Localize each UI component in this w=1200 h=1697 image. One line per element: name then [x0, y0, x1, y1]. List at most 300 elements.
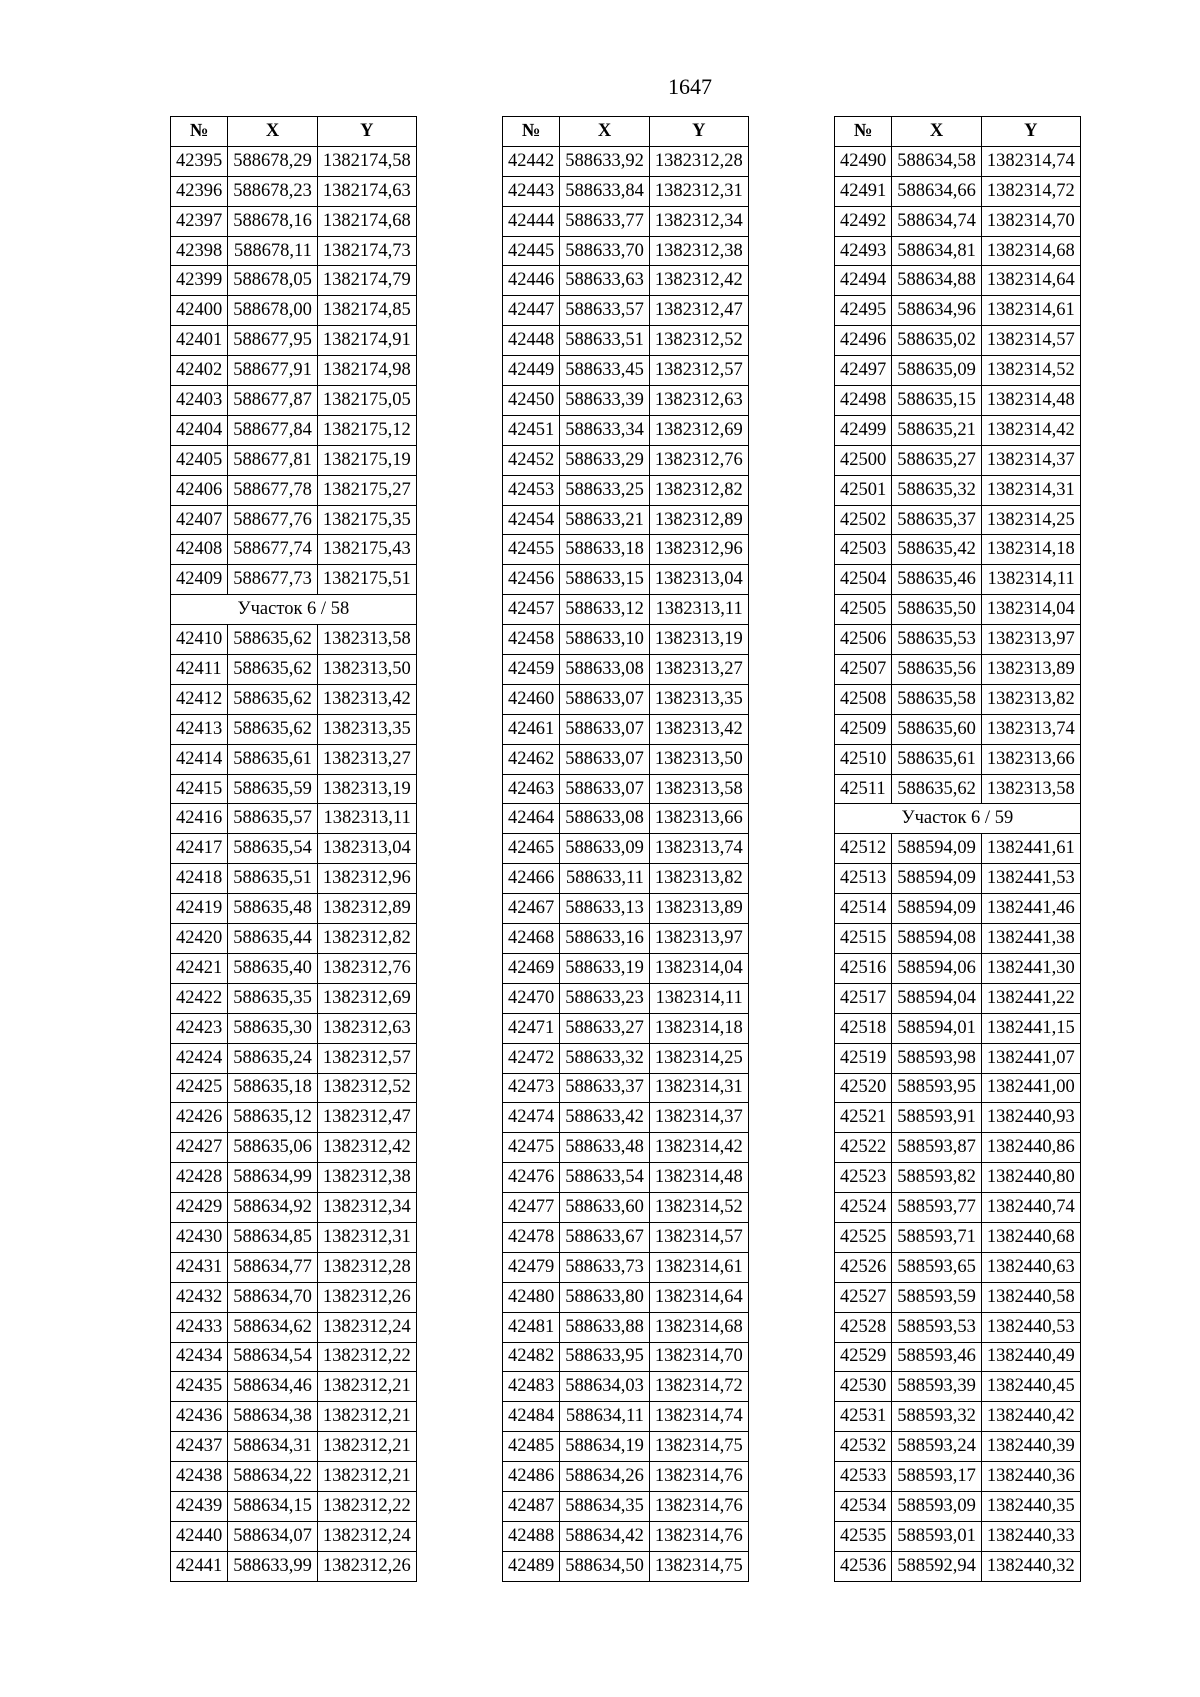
y-coordinate-cell: 1382440,45	[981, 1372, 1080, 1402]
point-number-cell: 42526	[835, 1252, 892, 1282]
point-number-cell: 42448	[503, 326, 560, 356]
y-coordinate-cell: 1382314,18	[649, 1013, 748, 1043]
point-number-cell: 42506	[835, 625, 892, 655]
header-x: X	[892, 117, 982, 147]
point-number-cell: 42510	[835, 744, 892, 774]
table-row	[503, 804, 749, 834]
y-coordinate-cell: 1382314,18	[981, 535, 1080, 565]
y-coordinate-cell: 1382312,38	[317, 1163, 416, 1193]
table-row	[171, 625, 417, 655]
x-coordinate-cell: 588635,37	[892, 505, 982, 535]
point-number-cell: 42443	[503, 176, 560, 206]
y-coordinate-cell: 1382440,32	[981, 1551, 1080, 1581]
y-coordinate-cell: 1382313,27	[649, 655, 748, 685]
table-row	[835, 386, 1081, 416]
x-coordinate-cell: 588635,15	[892, 386, 982, 416]
x-coordinate-cell: 588635,57	[228, 804, 318, 834]
y-coordinate-cell: 1382441,07	[981, 1043, 1080, 1073]
table-row	[171, 1073, 417, 1103]
y-coordinate-cell: 1382312,34	[317, 1193, 416, 1223]
y-coordinate-cell: 1382314,68	[649, 1312, 748, 1342]
table-row	[171, 1043, 417, 1073]
y-coordinate-cell: 1382175,35	[317, 505, 416, 535]
point-number-cell: 42474	[503, 1103, 560, 1133]
x-coordinate-cell: 588677,95	[228, 326, 318, 356]
table-row	[835, 655, 1081, 685]
y-coordinate-cell: 1382313,04	[649, 565, 748, 595]
x-coordinate-cell: 588635,40	[228, 953, 318, 983]
table-row	[171, 386, 417, 416]
table-row	[171, 983, 417, 1013]
x-coordinate-cell: 588633,63	[560, 266, 650, 296]
table-row	[503, 1372, 749, 1402]
table-row	[835, 1312, 1081, 1342]
table-row	[835, 1491, 1081, 1521]
x-coordinate-cell: 588634,11	[560, 1402, 650, 1432]
table-row	[171, 684, 417, 714]
y-coordinate-cell: 1382441,00	[981, 1073, 1080, 1103]
x-coordinate-cell: 588633,10	[560, 625, 650, 655]
table-row	[835, 445, 1081, 475]
x-coordinate-cell: 588594,08	[892, 924, 982, 954]
point-number-cell: 42518	[835, 1013, 892, 1043]
y-coordinate-cell: 1382314,68	[981, 236, 1080, 266]
point-number-cell: 42463	[503, 774, 560, 804]
table-row	[835, 1103, 1081, 1133]
point-number-cell: 42483	[503, 1372, 560, 1402]
point-number-cell: 42450	[503, 386, 560, 416]
point-number-cell: 42467	[503, 894, 560, 924]
y-coordinate-cell: 1382312,76	[649, 445, 748, 475]
x-coordinate-cell: 588593,87	[892, 1133, 982, 1163]
x-coordinate-cell: 588635,58	[892, 684, 982, 714]
y-coordinate-cell: 1382314,31	[981, 475, 1080, 505]
point-number-cell: 42497	[835, 356, 892, 386]
x-coordinate-cell: 588633,07	[560, 744, 650, 774]
table-row	[171, 744, 417, 774]
table-row	[835, 236, 1081, 266]
section-title: Участок 6 / 58	[171, 595, 417, 625]
point-number-cell: 42436	[171, 1402, 228, 1432]
point-number-cell: 42464	[503, 804, 560, 834]
x-coordinate-cell: 588633,07	[560, 714, 650, 744]
y-coordinate-cell: 1382314,52	[981, 356, 1080, 386]
point-number-cell: 42445	[503, 236, 560, 266]
y-coordinate-cell: 1382313,27	[317, 744, 416, 774]
x-coordinate-cell: 588594,09	[892, 864, 982, 894]
point-number-cell: 42458	[503, 625, 560, 655]
table-row	[835, 1462, 1081, 1492]
table-row	[171, 415, 417, 445]
table-row	[503, 146, 749, 176]
y-coordinate-cell: 1382440,68	[981, 1222, 1080, 1252]
y-coordinate-cell: 1382313,11	[649, 595, 748, 625]
table-row	[835, 1073, 1081, 1103]
y-coordinate-cell: 1382313,19	[649, 625, 748, 655]
y-coordinate-cell: 1382313,04	[317, 834, 416, 864]
x-coordinate-cell: 588635,59	[228, 774, 318, 804]
table-row	[171, 924, 417, 954]
x-coordinate-cell: 588633,21	[560, 505, 650, 535]
x-coordinate-cell: 588634,54	[228, 1342, 318, 1372]
point-number-cell: 42529	[835, 1342, 892, 1372]
table-row	[503, 386, 749, 416]
x-coordinate-cell: 588633,07	[560, 774, 650, 804]
point-number-cell: 42501	[835, 475, 892, 505]
table-row	[835, 326, 1081, 356]
y-coordinate-cell: 1382313,42	[649, 714, 748, 744]
table-row	[503, 1013, 749, 1043]
point-number-cell: 42478	[503, 1222, 560, 1252]
x-coordinate-cell: 588593,17	[892, 1462, 982, 1492]
y-coordinate-cell: 1382312,21	[317, 1432, 416, 1462]
x-coordinate-cell: 588634,70	[228, 1282, 318, 1312]
x-coordinate-cell: 588633,09	[560, 834, 650, 864]
x-coordinate-cell: 588634,15	[228, 1491, 318, 1521]
x-coordinate-cell: 588593,59	[892, 1282, 982, 1312]
y-coordinate-cell: 1382175,51	[317, 565, 416, 595]
x-coordinate-cell: 588635,50	[892, 595, 982, 625]
x-coordinate-cell: 588633,57	[560, 296, 650, 326]
y-coordinate-cell: 1382313,58	[981, 774, 1080, 804]
point-number-cell: 42516	[835, 953, 892, 983]
table-row	[835, 206, 1081, 236]
table-row	[503, 1402, 749, 1432]
table-row	[835, 535, 1081, 565]
point-number-cell: 42523	[835, 1163, 892, 1193]
y-coordinate-cell: 1382314,76	[649, 1462, 748, 1492]
point-number-cell: 42500	[835, 445, 892, 475]
x-coordinate-cell: 588633,54	[560, 1163, 650, 1193]
table-row	[171, 206, 417, 236]
y-coordinate-cell: 1382313,89	[649, 894, 748, 924]
table-row	[503, 1462, 749, 1492]
x-coordinate-cell: 588635,62	[228, 655, 318, 685]
table-row	[503, 953, 749, 983]
x-coordinate-cell: 588677,74	[228, 535, 318, 565]
y-coordinate-cell: 1382312,28	[649, 146, 748, 176]
table-row	[171, 1491, 417, 1521]
point-number-cell: 42530	[835, 1372, 892, 1402]
point-number-cell: 42403	[171, 386, 228, 416]
y-coordinate-cell: 1382314,61	[649, 1252, 748, 1282]
x-coordinate-cell: 588634,38	[228, 1402, 318, 1432]
x-coordinate-cell: 588634,31	[228, 1432, 318, 1462]
x-coordinate-cell: 588634,42	[560, 1521, 650, 1551]
table-row	[503, 774, 749, 804]
x-coordinate-cell: 588635,44	[228, 924, 318, 954]
x-coordinate-cell: 588633,19	[560, 953, 650, 983]
x-coordinate-cell: 588635,21	[892, 415, 982, 445]
x-coordinate-cell: 588635,12	[228, 1103, 318, 1133]
y-coordinate-cell: 1382314,48	[649, 1163, 748, 1193]
y-coordinate-cell: 1382441,61	[981, 834, 1080, 864]
point-number-cell: 42457	[503, 595, 560, 625]
point-number-cell: 42406	[171, 475, 228, 505]
table-row	[835, 1402, 1081, 1432]
x-coordinate-cell: 588677,73	[228, 565, 318, 595]
y-coordinate-cell: 1382440,93	[981, 1103, 1080, 1133]
y-coordinate-cell: 1382312,52	[649, 326, 748, 356]
y-coordinate-cell: 1382312,82	[649, 475, 748, 505]
point-number-cell: 42449	[503, 356, 560, 386]
point-number-cell: 42397	[171, 206, 228, 236]
x-coordinate-cell: 588633,99	[228, 1551, 318, 1581]
table-row	[171, 1133, 417, 1163]
x-coordinate-cell: 588593,24	[892, 1432, 982, 1462]
x-coordinate-cell: 588633,25	[560, 475, 650, 505]
point-number-cell: 42534	[835, 1491, 892, 1521]
table-row	[503, 296, 749, 326]
point-number-cell: 42412	[171, 684, 228, 714]
y-coordinate-cell: 1382441,38	[981, 924, 1080, 954]
table-row	[835, 1193, 1081, 1223]
point-number-cell: 42452	[503, 445, 560, 475]
x-coordinate-cell: 588633,27	[560, 1013, 650, 1043]
table-row	[835, 266, 1081, 296]
point-number-cell: 42401	[171, 326, 228, 356]
point-number-cell: 42512	[835, 834, 892, 864]
table-row	[171, 1402, 417, 1432]
table-row	[835, 864, 1081, 894]
table-row	[503, 1282, 749, 1312]
table-row	[835, 1282, 1081, 1312]
header-y: Y	[649, 117, 748, 147]
x-coordinate-cell: 588633,67	[560, 1222, 650, 1252]
point-number-cell: 42437	[171, 1432, 228, 1462]
table-row	[171, 356, 417, 386]
point-number-cell: 42418	[171, 864, 228, 894]
x-coordinate-cell: 588634,58	[892, 146, 982, 176]
x-coordinate-cell: 588593,95	[892, 1073, 982, 1103]
y-coordinate-cell: 1382314,42	[649, 1133, 748, 1163]
table-row	[835, 894, 1081, 924]
y-coordinate-cell: 1382175,27	[317, 475, 416, 505]
point-number-cell: 42515	[835, 924, 892, 954]
y-coordinate-cell: 1382312,26	[317, 1282, 416, 1312]
x-coordinate-cell: 588634,77	[228, 1252, 318, 1282]
x-coordinate-cell: 588634,85	[228, 1222, 318, 1252]
point-number-cell: 42461	[503, 714, 560, 744]
point-number-cell: 42531	[835, 1402, 892, 1432]
x-coordinate-cell: 588634,19	[560, 1432, 650, 1462]
y-coordinate-cell: 1382314,72	[649, 1372, 748, 1402]
y-coordinate-cell: 1382312,22	[317, 1342, 416, 1372]
table-row	[835, 983, 1081, 1013]
y-coordinate-cell: 1382441,22	[981, 983, 1080, 1013]
y-coordinate-cell: 1382312,96	[649, 535, 748, 565]
point-number-cell: 42444	[503, 206, 560, 236]
table-row	[835, 1342, 1081, 1372]
y-coordinate-cell: 1382314,70	[981, 206, 1080, 236]
table-row	[503, 206, 749, 236]
x-coordinate-cell: 588634,03	[560, 1372, 650, 1402]
table-row	[503, 176, 749, 206]
table-row	[835, 176, 1081, 206]
y-coordinate-cell: 1382441,46	[981, 894, 1080, 924]
x-coordinate-cell: 588593,53	[892, 1312, 982, 1342]
point-number-cell: 42502	[835, 505, 892, 535]
x-coordinate-cell: 588635,61	[892, 744, 982, 774]
table-row	[503, 236, 749, 266]
table-row	[171, 1312, 417, 1342]
x-coordinate-cell: 588633,39	[560, 386, 650, 416]
y-coordinate-cell: 1382313,58	[649, 774, 748, 804]
x-coordinate-cell: 588634,07	[228, 1521, 318, 1551]
table-row	[835, 565, 1081, 595]
point-number-cell: 42496	[835, 326, 892, 356]
table-row	[503, 983, 749, 1013]
x-coordinate-cell: 588633,77	[560, 206, 650, 236]
point-number-cell: 42456	[503, 565, 560, 595]
point-number-cell: 42509	[835, 714, 892, 744]
x-coordinate-cell: 588678,05	[228, 266, 318, 296]
x-coordinate-cell: 588635,51	[228, 864, 318, 894]
x-coordinate-cell: 588633,08	[560, 655, 650, 685]
y-coordinate-cell: 1382313,50	[649, 744, 748, 774]
header-row	[171, 117, 417, 147]
x-coordinate-cell: 588635,09	[892, 356, 982, 386]
y-coordinate-cell: 1382312,22	[317, 1491, 416, 1521]
header-number: №	[835, 117, 892, 147]
table-row	[835, 1222, 1081, 1252]
y-coordinate-cell: 1382441,53	[981, 864, 1080, 894]
point-number-cell: 42514	[835, 894, 892, 924]
point-number-cell: 42419	[171, 894, 228, 924]
x-coordinate-cell: 588678,11	[228, 236, 318, 266]
x-coordinate-cell: 588593,71	[892, 1222, 982, 1252]
y-coordinate-cell: 1382313,19	[317, 774, 416, 804]
point-number-cell: 42428	[171, 1163, 228, 1193]
header-number: №	[503, 117, 560, 147]
header-y: Y	[981, 117, 1080, 147]
y-coordinate-cell: 1382313,42	[317, 684, 416, 714]
page-number: 1647	[668, 74, 712, 99]
table-row	[171, 535, 417, 565]
y-coordinate-cell: 1382312,89	[649, 505, 748, 535]
y-coordinate-cell: 1382313,74	[981, 714, 1080, 744]
point-number-cell: 42453	[503, 475, 560, 505]
table-row	[171, 1222, 417, 1252]
point-number-cell: 42517	[835, 983, 892, 1013]
table-row	[171, 1103, 417, 1133]
y-coordinate-cell: 1382312,82	[317, 924, 416, 954]
point-number-cell: 42440	[171, 1521, 228, 1551]
point-number-cell: 42395	[171, 146, 228, 176]
point-number-cell: 42408	[171, 535, 228, 565]
table-row	[171, 834, 417, 864]
x-coordinate-cell: 588634,46	[228, 1372, 318, 1402]
y-coordinate-cell: 1382314,04	[981, 595, 1080, 625]
point-number-cell: 42477	[503, 1193, 560, 1223]
point-number-cell: 42451	[503, 415, 560, 445]
y-coordinate-cell: 1382314,04	[649, 953, 748, 983]
point-number-cell: 42431	[171, 1252, 228, 1282]
table-row	[835, 834, 1081, 864]
point-number-cell: 42438	[171, 1462, 228, 1492]
point-number-cell: 42409	[171, 565, 228, 595]
point-number-cell: 42485	[503, 1432, 560, 1462]
section-row	[835, 804, 1081, 834]
y-coordinate-cell: 1382312,52	[317, 1073, 416, 1103]
x-coordinate-cell: 588633,84	[560, 176, 650, 206]
point-number-cell: 42468	[503, 924, 560, 954]
point-number-cell: 42469	[503, 953, 560, 983]
table-row	[835, 924, 1081, 954]
table-row	[171, 296, 417, 326]
x-coordinate-cell: 588635,46	[892, 565, 982, 595]
x-coordinate-cell: 588677,81	[228, 445, 318, 475]
x-coordinate-cell: 588678,00	[228, 296, 318, 326]
y-coordinate-cell: 1382312,31	[317, 1222, 416, 1252]
y-coordinate-cell: 1382312,76	[317, 953, 416, 983]
point-number-cell: 42433	[171, 1312, 228, 1342]
y-coordinate-cell: 1382440,35	[981, 1491, 1080, 1521]
x-coordinate-cell: 588635,60	[892, 714, 982, 744]
table-row	[503, 1342, 749, 1372]
y-coordinate-cell: 1382440,33	[981, 1521, 1080, 1551]
x-coordinate-cell: 588635,24	[228, 1043, 318, 1073]
y-coordinate-cell: 1382440,39	[981, 1432, 1080, 1462]
x-coordinate-cell: 588593,77	[892, 1193, 982, 1223]
point-number-cell: 42484	[503, 1402, 560, 1432]
table-row	[171, 1462, 417, 1492]
table-row	[503, 864, 749, 894]
point-number-cell: 42411	[171, 655, 228, 685]
x-coordinate-cell: 588677,76	[228, 505, 318, 535]
table-row	[503, 415, 749, 445]
y-coordinate-cell: 1382312,63	[649, 386, 748, 416]
x-coordinate-cell: 588635,62	[228, 625, 318, 655]
x-coordinate-cell: 588594,06	[892, 953, 982, 983]
point-number-cell: 42454	[503, 505, 560, 535]
x-coordinate-cell: 588677,78	[228, 475, 318, 505]
table-row	[171, 953, 417, 983]
x-coordinate-cell: 588635,18	[228, 1073, 318, 1103]
x-coordinate-cell: 588594,09	[892, 834, 982, 864]
table-row	[171, 236, 417, 266]
table-row	[835, 953, 1081, 983]
y-coordinate-cell: 1382174,79	[317, 266, 416, 296]
table-row	[171, 894, 417, 924]
x-coordinate-cell: 588633,13	[560, 894, 650, 924]
y-coordinate-cell: 1382312,21	[317, 1372, 416, 1402]
table-row	[503, 535, 749, 565]
table-row	[503, 445, 749, 475]
x-coordinate-cell: 588633,18	[560, 535, 650, 565]
y-coordinate-cell: 1382312,89	[317, 894, 416, 924]
table-row	[503, 565, 749, 595]
point-number-cell: 42435	[171, 1372, 228, 1402]
table-row	[503, 625, 749, 655]
point-number-cell: 42486	[503, 1462, 560, 1492]
y-coordinate-cell: 1382314,25	[649, 1043, 748, 1073]
y-coordinate-cell: 1382440,36	[981, 1462, 1080, 1492]
table-row	[171, 266, 417, 296]
x-coordinate-cell: 588678,23	[228, 176, 318, 206]
table-row	[503, 1312, 749, 1342]
header-number: №	[171, 117, 228, 147]
x-coordinate-cell: 588593,46	[892, 1342, 982, 1372]
x-coordinate-cell: 588633,16	[560, 924, 650, 954]
point-number-cell: 42490	[835, 146, 892, 176]
table-row	[171, 1163, 417, 1193]
y-coordinate-cell: 1382440,49	[981, 1342, 1080, 1372]
table-row	[503, 1043, 749, 1073]
table-row	[171, 1342, 417, 1372]
point-number-cell: 42447	[503, 296, 560, 326]
point-number-cell: 42455	[503, 535, 560, 565]
